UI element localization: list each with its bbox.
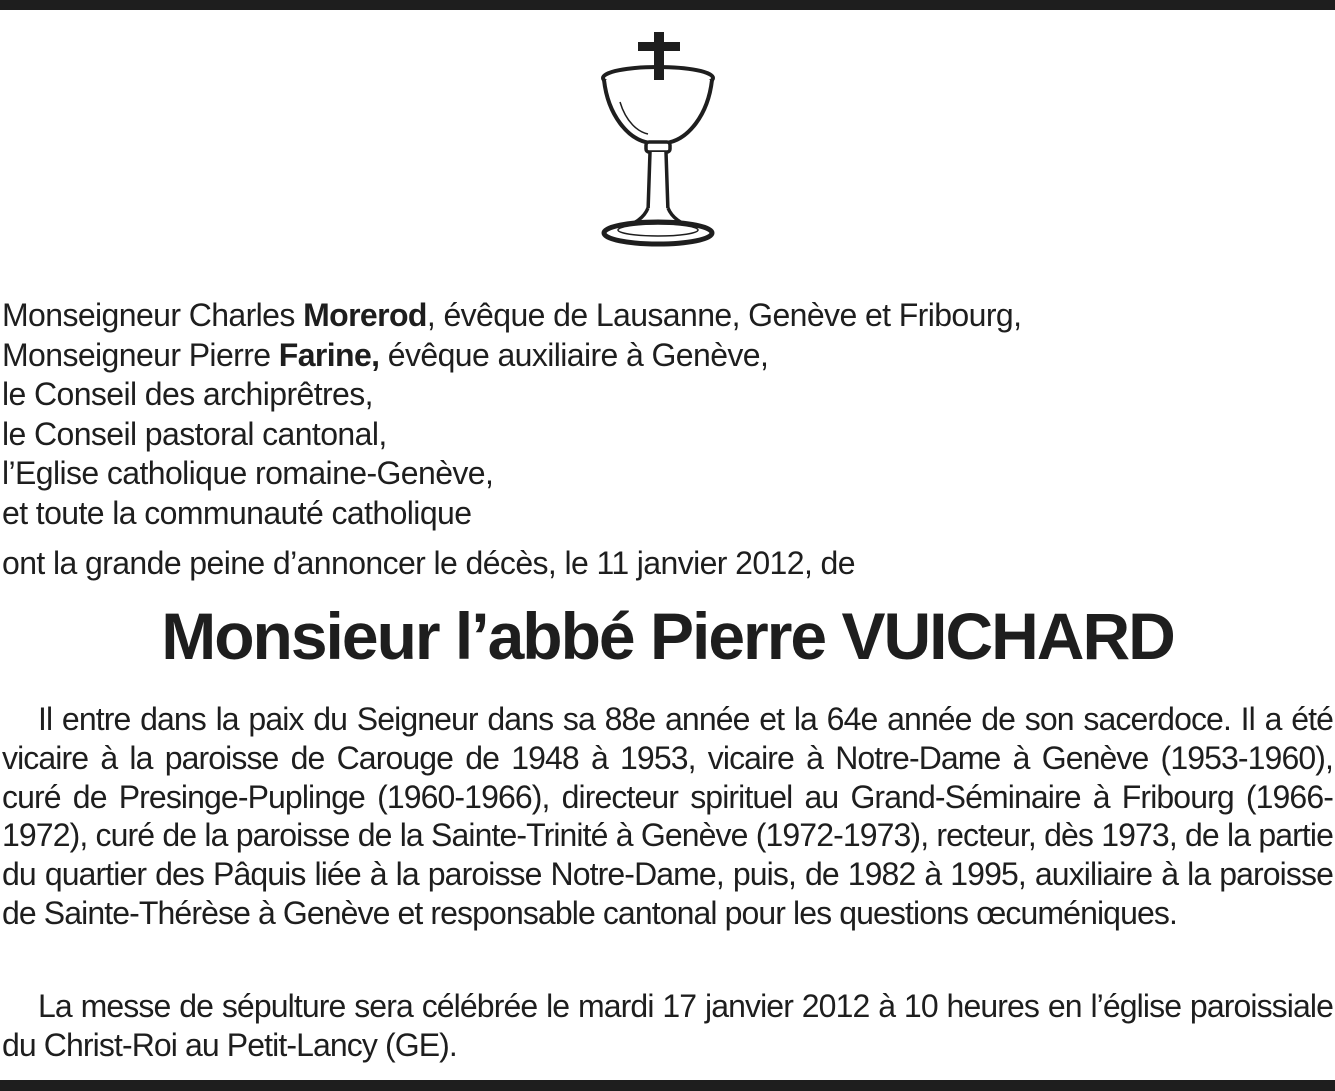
sender-line: Monseigneur Pierre Farine, évêque auxiliaire à Genève, [2, 336, 769, 373]
biography-paragraph: Il entre dans la paix du Seigneur dans sa 88e année et la 64e année de son sacerdoce. Il a été vicaire à la paroisse de Carouge de 1948 à 1953, vicaire à Notre-Dame à Genève (1953-1960), curé de Presinge-Puplinge (1960-1966), directeur spirituel au Grand-Séminaire à Fribourg (1966-1972), curé de la paroisse de la Sainte-Trinité à Genève (1972-1973), recteur, dès 1973, de la partie du quartier des Pâquis liée à la paroisse Notre-Dame, puis, de 1982 à 1995, auxiliaire à la paroisse de Sainte-Thérèse à Genève et responsable cantonal pour les questions œcuméniques. [2, 701, 1333, 931]
sender-line: Monseigneur Charles Morerod, évêque de Lausanne, Genève et Fribourg, [2, 297, 1022, 333]
senders-list [2, 296, 1332, 533]
bottom-border-rule [0, 1080, 1335, 1091]
chalice-with-cross-icon [598, 30, 718, 252]
top-border-rule [0, 0, 1335, 10]
sender-line: et toute la communauté catholique [2, 494, 472, 531]
sender-line: l’Eglise catholique romaine-Genève, [2, 455, 494, 491]
death-announcement: ont la grande peine d’annoncer le décès, le 11 janvier 2012, de [2, 545, 855, 581]
funeral-notice-paragraph: La messe de sépulture sera célébrée le mardi 17 janvier 2012 à 10 heures en l’église paroissiale du Christ-Roi au Petit-Lancy (GE). [2, 988, 1333, 1063]
sender-line: le Conseil pastoral cantonal, [2, 415, 387, 452]
sender-line: le Conseil des archiprêtres, [2, 376, 373, 412]
deceased-name: Monsieur l’abbé Pierre VUICHARD [161, 599, 1174, 673]
